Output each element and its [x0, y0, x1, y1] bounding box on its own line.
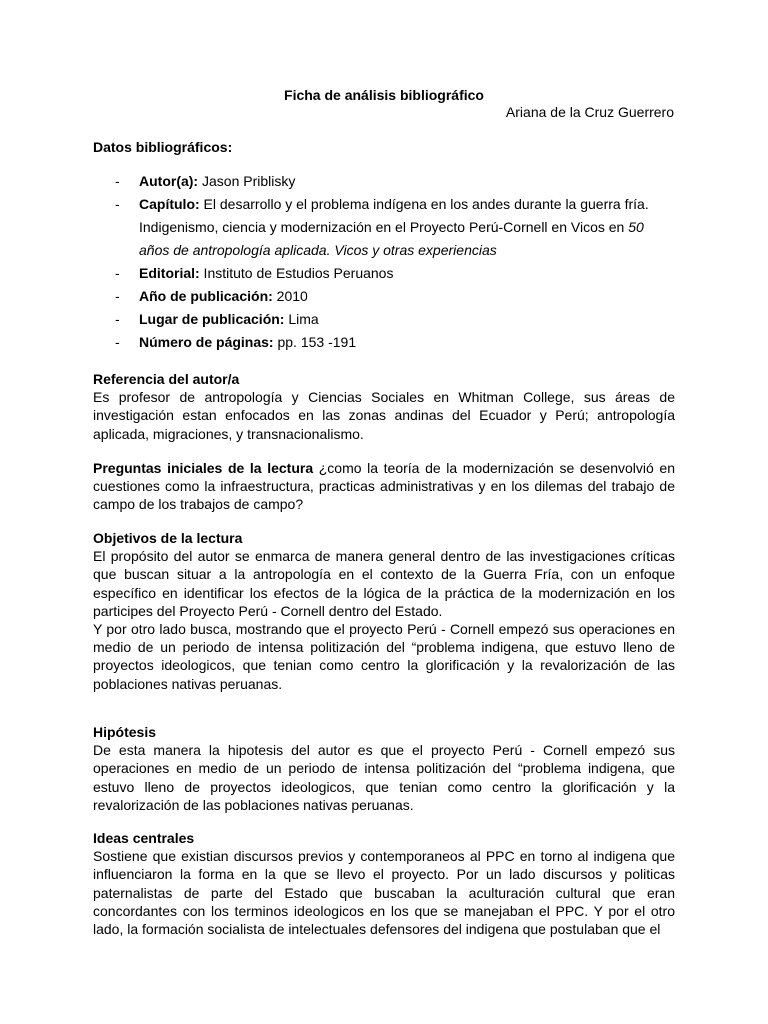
hipotesis-section	[93, 723, 675, 814]
item-value: El desarrollo y el problema indígena en los andes durante la guerra fría. Indigenismo, ciencia y modernización en el Proyecto Perú-Cornell en Vicos en	[139, 196, 649, 235]
preguntas-paragraph	[93, 459, 675, 514]
item-label: Autor(a):	[139, 173, 199, 189]
referencia-section	[93, 370, 675, 443]
ideas-section	[93, 829, 675, 938]
list-item	[93, 308, 676, 331]
ideas-heading: Ideas centrales	[93, 830, 195, 846]
list-item	[93, 331, 676, 354]
item-label: Editorial:	[139, 265, 200, 281]
datos-heading: Datos bibliográficos:	[93, 139, 233, 155]
list-item	[93, 285, 676, 308]
item-value: pp. 153 -191	[273, 334, 357, 350]
ideas-text: Sostiene que existian discursos previos y contemporaneos al PPC en torno al indigena que influenciaron la forma en la que se llevo el proyecto. Por un lado discursos y politicas paternalistas de parte del Estado que buscaban la aculturación cultural que eran concordantes con los terminos ideologicos en los que se manejaban el PPC. Y por el otro lado, la formación socialista de intelectuales defensores del indigena que postulaban que el	[93, 848, 675, 938]
bullet-dash: -	[115, 334, 120, 350]
referencia-text: Es profesor de antropología y Ciencias Sociales en Whitman College, sus áreas de investigación estan enfocados en las zonas andinas del Ecuador y Perú; antropología aplicada, migraciones, y transnacionalismo.	[93, 389, 675, 442]
item-value: Instituto de Estudios Peruanos	[199, 265, 394, 281]
list-item	[93, 262, 676, 285]
document-title: Ficha de análisis bibliográfico	[284, 87, 484, 103]
hipotesis-heading: Hipótesis	[93, 724, 157, 740]
hipotesis-text: De esta manera la hipotesis del autor es que el proyecto Perú - Cornell empezó sus operaciones en medio de un periodo de intensa politización del “problema indigena, que estuvo lleno de proyectos ideologicos, que tenian como centro la glorificación y la revalorización de las poblaciones nativas peruanas.	[93, 742, 675, 813]
bullet-dash: -	[115, 311, 120, 327]
item-label: Lugar de publicación:	[139, 311, 285, 327]
item-italic-title: 50 años de antropología aplicada. Vicos y otras experiencias	[139, 219, 644, 258]
biblio-list	[93, 170, 676, 354]
item-value: Lima	[284, 311, 319, 327]
item-label: Capítulo:	[139, 196, 200, 212]
item-value: Jason Priblisky	[198, 173, 296, 189]
objetivos-text-1: El propósito del autor se enmarca de manera general dentro de las investigaciones críticas que buscan situar a la antropología en el contexto de la Guerra Fría, con un enfoque específico en identificar los efectos de la lógica de la práctica de la modernización en los participes del Proyecto Perú - Cornell dentro del Estado.	[93, 548, 675, 619]
preguntas-text: ¿como la teoría de la modernización se desenvolvió en cuestiones como la infraestructura, practicas administrativas y en los dilemas del trabajo de campo de los trabajos de campo?	[93, 460, 675, 513]
list-item	[93, 170, 676, 193]
bullet-dash: -	[115, 196, 120, 212]
objetivos-section	[93, 529, 675, 693]
bullet-dash: -	[115, 173, 120, 189]
referencia-heading: Referencia del autor/a	[93, 371, 240, 387]
item-value: 2010	[272, 288, 308, 304]
objetivos-text-2: Y por otro lado busca, mostrando que el proyecto Perú - Cornell empezó sus operaciones en medio de un periodo de intensa politización del “problema indigena, que estuvo lleno de proyectos ideologicos, que tenian como centro la glorificación y la revalorización de las poblaciones nativas peruanas.	[93, 621, 675, 692]
document-author: Ariana de la Cruz Guerrero	[505, 104, 674, 120]
preguntas-heading: Preguntas iniciales de la lectura	[93, 460, 314, 476]
bullet-dash: -	[115, 265, 120, 281]
item-label: Número de páginas:	[139, 334, 274, 350]
objetivos-heading: Objetivos de la lectura	[93, 530, 243, 546]
item-label: Año de publicación:	[139, 288, 273, 304]
bullet-dash: -	[115, 288, 120, 304]
preguntas-section	[93, 459, 675, 514]
list-item	[93, 193, 676, 262]
